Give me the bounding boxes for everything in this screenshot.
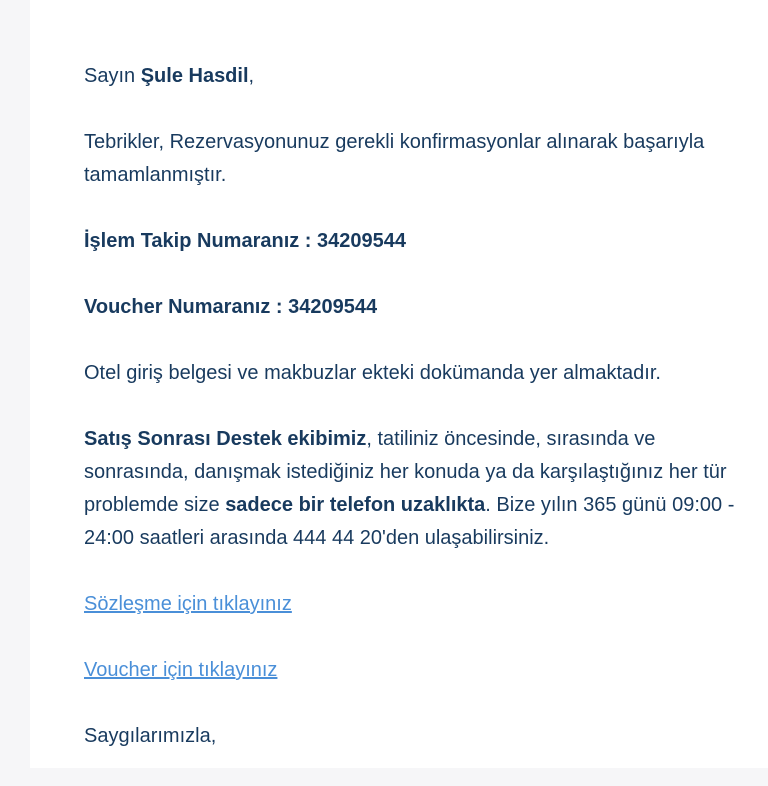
confirmation-message: Tebrikler, Rezervasyonunuz gerekli konfirmasyonlar alınarak başarıyla tamamlanmıştır.: [84, 131, 705, 186]
voucher-link[interactable]: Voucher için tıklayınız: [84, 659, 278, 681]
closing-line: Saygılarımızla,: [84, 725, 217, 747]
support-text-2: . Bize yılın 365 günü 09:00 - 24:00 saatleri arasında 444 44 20'den ulaşabilirsiniz.: [84, 494, 735, 549]
support-text-1: , tatiliniz öncesinde, sırasında ve sonrasında, danışmak istediğiniz her konuda ya da karşılaştığınız her tür problemde size: [84, 428, 727, 516]
voucher-number: 34209544: [288, 296, 378, 318]
tracking-label: İşlem Takip Numaranız :: [84, 230, 318, 252]
tracking-number-line: [84, 225, 764, 258]
customer-name: Şule Hasdil: [140, 65, 249, 87]
attachments-note: Otel giriş belgesi ve makbuzlar ekteki dokümanda yer almaktadır.: [84, 362, 661, 384]
greeting-prefix: Sayın: [84, 65, 141, 87]
contract-link[interactable]: Sözleşme için tıklayınız: [84, 593, 292, 615]
greeting-suffix: ,: [248, 65, 255, 87]
greeting-line: [84, 60, 764, 93]
tracking-number: 34209544: [317, 230, 407, 252]
support-phone-emphasis: sadece bir telefon uzaklıkta: [225, 494, 486, 516]
voucher-link-line: [84, 654, 764, 687]
voucher-label: Voucher Numaranız :: [84, 296, 289, 318]
contract-link-line: [84, 588, 764, 621]
voucher-number-line: [84, 291, 764, 324]
email-content: [84, 60, 764, 786]
support-paragraph: [84, 423, 764, 555]
support-team-name: Satış Sonrası Destek ekibimiz: [84, 428, 367, 450]
email-body: [30, 0, 768, 768]
